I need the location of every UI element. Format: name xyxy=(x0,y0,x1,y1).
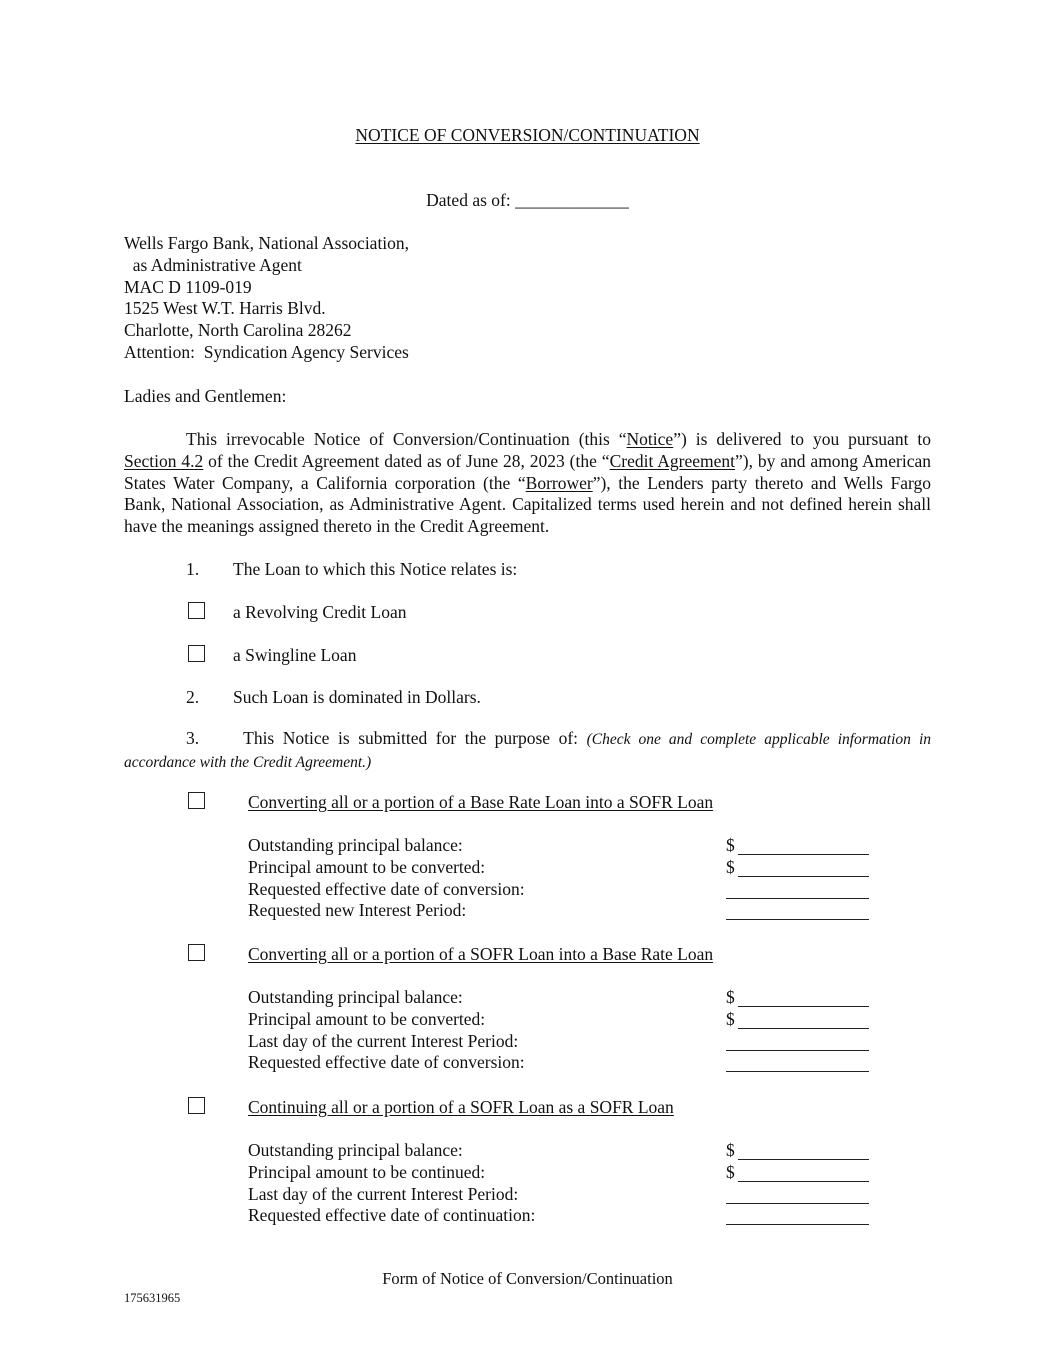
sofr-to-base-checkbox[interactable] xyxy=(188,944,205,961)
dated-label: Dated as of: xyxy=(426,190,511,210)
field-label: Outstanding principal balance: xyxy=(248,835,463,855)
amount-blank[interactable] xyxy=(738,1008,869,1029)
item-text: The Loan to which this Notice relates is: xyxy=(233,559,518,579)
dollar-sign: $ xyxy=(726,987,735,1007)
field-row xyxy=(248,986,868,1008)
date-blank[interactable] xyxy=(726,1030,869,1051)
dollar-sign: $ xyxy=(726,1008,735,1029)
item-instruction: (Check one and complete applicable information in accordance with the Credit Agreement.) xyxy=(124,731,931,771)
purpose-title: Converting all or a portion of a Base Rate Loan into a SOFR Loan xyxy=(248,792,714,812)
base-to-sofr-checkbox[interactable] xyxy=(188,792,205,809)
field-row xyxy=(248,878,868,900)
page-footer: Form of Notice of Conversion/Continuation xyxy=(382,1269,673,1288)
field-row xyxy=(248,1161,868,1183)
field-label: Requested effective date of conversion: xyxy=(248,878,525,899)
dollar-sign: $ xyxy=(726,856,735,877)
field-row xyxy=(248,899,868,921)
address-line: Charlotte, North Carolina 28262 xyxy=(124,320,352,341)
field-label: Requested new Interest Period: xyxy=(248,900,467,921)
field-row xyxy=(248,1051,868,1073)
field-label: Principal amount to be converted: xyxy=(248,856,486,877)
address-line: as Administrative Agent xyxy=(124,254,302,275)
date-blank[interactable] xyxy=(726,1183,869,1204)
date-blank[interactable] xyxy=(726,878,869,899)
field-row xyxy=(248,1183,868,1205)
section-reference: Section 4.2 xyxy=(124,450,204,471)
purpose-fields xyxy=(248,986,868,1073)
item-number: 2. xyxy=(186,687,200,707)
date-blank[interactable] xyxy=(726,1051,869,1072)
purpose-fields xyxy=(248,1139,868,1226)
date-blank[interactable] xyxy=(726,1204,869,1225)
item-text: Such Loan is dominated in Dollars. xyxy=(233,687,481,707)
address-line: MAC D 1109-019 xyxy=(124,276,252,297)
field-label: Last day of the current Interest Period: xyxy=(248,1183,519,1204)
defined-term-borrower: Borrower xyxy=(525,472,593,493)
field-row xyxy=(248,1204,868,1226)
revolving-credit-loan-checkbox[interactable] xyxy=(188,602,205,619)
sofr-continuation-checkbox[interactable] xyxy=(188,1097,205,1114)
dollar-sign: $ xyxy=(726,1140,735,1160)
dated-line xyxy=(0,189,1055,211)
recipient-address xyxy=(124,232,409,363)
amount-blank[interactable] xyxy=(738,856,869,877)
dollar-sign: $ xyxy=(726,1161,735,1182)
item-number: 3. xyxy=(186,728,200,748)
field-label: Principal amount to be converted: xyxy=(248,1008,486,1029)
amount-blank[interactable] xyxy=(738,1161,869,1182)
field-row xyxy=(248,1030,868,1052)
field-label: Last day of the current Interest Period: xyxy=(248,1030,519,1051)
loan-option-label: a Swingline Loan xyxy=(233,645,357,665)
intro-paragraph: This irrevocable Notice of Conversion/Continuation (this “Notice”) is delivered to you pursuant to Section 4.2 of the Credit Agreement dated as of June 28, 2023 (the “Credit Agreement”), by and among American States Water Company, a California corporation (the “Borrower”), the Lenders party thereto and Wells Fargo Bank, National Association, as Administrative Agent. Capitalized terms used herein and not defined herein shall have the meanings assigned thereto in the Credit Agreement. xyxy=(124,429,931,537)
amount-blank[interactable] xyxy=(738,986,869,1007)
swingline-loan-checkbox[interactable] xyxy=(188,645,205,662)
amount-blank[interactable] xyxy=(738,834,869,855)
item-number: 1. xyxy=(186,559,200,579)
document-id: 175631965 xyxy=(124,1291,181,1305)
purpose-title: Converting all or a portion of a SOFR Loan into a Base Rate Loan xyxy=(248,944,714,964)
amount-blank[interactable] xyxy=(738,1139,869,1160)
address-line: 1525 West W.T. Harris Blvd. xyxy=(124,298,326,319)
salutation: Ladies and Gentlemen: xyxy=(124,386,287,406)
dollar-sign: $ xyxy=(726,835,735,855)
field-label: Requested effective date of continuation: xyxy=(248,1205,536,1226)
field-label: Requested effective date of conversion: xyxy=(248,1052,525,1073)
dated-blank[interactable]: _____________ xyxy=(515,190,629,210)
field-row xyxy=(248,834,868,856)
document-title: NOTICE OF CONVERSION/CONTINUATION xyxy=(355,125,700,145)
field-label: Outstanding principal balance: xyxy=(248,1140,463,1160)
field-label: Principal amount to be continued: xyxy=(248,1161,486,1182)
purpose-fields xyxy=(248,834,868,921)
field-row xyxy=(248,1139,868,1161)
purpose-title: Continuing all or a portion of a SOFR Loan as a SOFR Loan xyxy=(248,1097,674,1117)
address-line: Attention: Syndication Agency Services xyxy=(124,341,409,362)
field-row xyxy=(248,1008,868,1030)
interest-period-blank[interactable] xyxy=(726,899,869,920)
defined-term-notice: Notice xyxy=(626,429,674,449)
item-text: This Notice is submitted for the purpose of: xyxy=(243,728,587,748)
item-3-paragraph xyxy=(124,728,931,774)
field-row xyxy=(248,856,868,878)
address-line: Wells Fargo Bank, National Association, xyxy=(124,233,410,253)
loan-option-label: a Revolving Credit Loan xyxy=(233,602,407,622)
field-label: Outstanding principal balance: xyxy=(248,987,463,1007)
defined-term-credit-agreement: Credit Agreement xyxy=(609,450,735,471)
